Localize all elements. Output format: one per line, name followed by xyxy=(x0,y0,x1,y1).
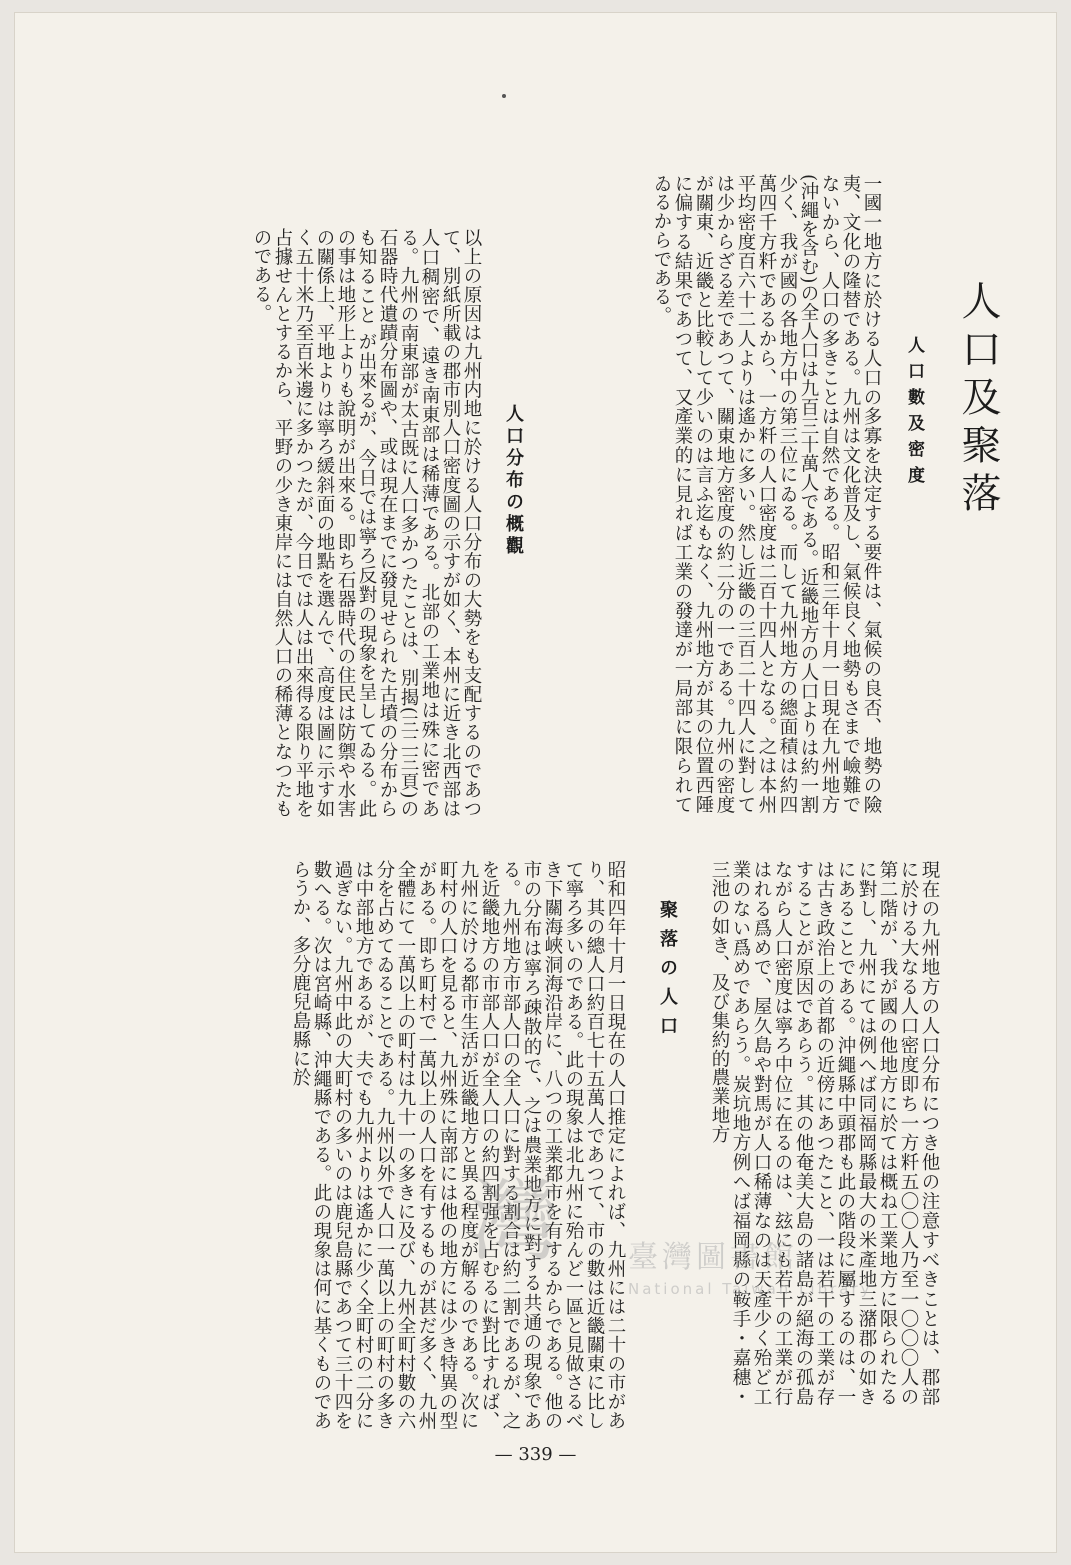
paragraph: 現在の九州地方の人口分布につき他の注意すべきことは、郡部に於ける大なる人口密度即ち一方粁五〇〇人乃至一〇〇〇人の第二階が、我が國の他地方に於ては概ね工業地方に限られたるに對し、九州にては例へば同福岡縣最大の米產地三潴郡の如きにあることである。沖繩縣中頭郡も此の階段に屬するのは、一は古き政治上の首都の近傍にあつたこと、一は若干の工業が存することが原因であらう。其の他奄美大島の諸島が絕海の孤島ながら人口密度は寧ろ中位に在るのは、玆にも若干の工業が行はれる爲めで、屋久島や對馬が人口稀薄なのは天產少く殆ど工業のない爲めであらう。炭坑地方例へば福岡縣の鞍手・嘉穗・三池の如き、及び集約的農業地方 xyxy=(709,860,940,1406)
section-heading-density: 人口數及密度 xyxy=(904,336,924,492)
page-number: — 339 — xyxy=(494,1444,577,1465)
library-watermark xyxy=(628,1232,873,1298)
paragraph: 昭和四年十月一日現在の人口推定によれば、九州には二十の市があり、其の總人口約百七十五萬人であつて、市の數は近畿關東に比して寧ろ多いのである。此の現象は北九州に殆んど一區と見做さるべき下關海峽洞海沿岸に、八つの工業都市を有するからである。他の市の分布は寧ろ疎散的で、之は農業地方に對する共通の現象である。九州地方市部人口の全人口に對する割合は約二割であるが、之を近畿地方の市部人口が全人口の約四割强を占むるに對比すれば、九州に於ける都市生活が近畿地方と異る程度が解るのである。次に町村の人口を見ると、九州殊に南部には他の地方には少き特異の型がある。即ち町村で一萬以上の人口を有するものが甚だ多く、九州全體にて一萬以上の町村は九十一の多きに及び、九州全町村數の六分を占めてゐることである。九州以外で人口一萬以上の町村の多きは中部地方であるが、夫でも九州よりは遙かに少く全町村の二分に過ぎない。九州中此の大町村の多いのは鹿兒島縣であつて三十四を數へる。次は宮崎縣、沖繩縣である。此の現象は何に基くものであらうか、多分鹿兒島縣に於 xyxy=(290,860,626,1430)
section-heading-overview: 人口分布の概觀 xyxy=(503,404,524,558)
page-sheet xyxy=(14,12,1057,1553)
watermark-main: 臺灣圖書館 xyxy=(628,1240,798,1275)
page-title: 人口及聚落 xyxy=(955,280,1001,520)
section-heading-towns: 聚落の人口 xyxy=(657,900,678,1045)
body-text-towns xyxy=(172,860,626,1430)
watermark-glyph: 灣 xyxy=(470,1170,559,1273)
body-text-density xyxy=(612,174,882,814)
body-text-distribution xyxy=(706,860,940,1406)
paragraph: 一國一地方に於ける人口の多寡を決定する要件は、氣候の良否、地勢の險夷、文化の隆替である。九州は文化普及し、氣候良く地勢もさまで嶮難でないから、人口の多きことは自然である。昭和三年十月一日現在九州地方(沖繩を含む)の全人口は九百三十萬人である。近畿地方の人口よりは約一割少く、我が國の各地方中の第三位にゐる。而して九州地方の總面積は約四萬四千方粁であるから、一方粁の人口密度は二百十四人となる。之は本州平均密度百六十二人よりは遙かに多い。然し近畿の三百二十四人に對しては少からざる差であつて、關東地方密度の約二分の一である。九州の密度が關東、近畿と比較して少いのは言ふ迄もなく、九州地方が其の位置西陲に偏する結果であつて、又產業的に見れば工業の發達が一局部に限られてゐるからである。 xyxy=(651,174,882,814)
print-mark xyxy=(502,94,506,98)
body-text-overview xyxy=(172,228,482,818)
paragraph: 以上の原因は九州内地に於ける人口分布の大勢をも支配するのであつて、別紙所載の郡市別人口密度圖の示すが如く、本州に近き北西部は人口稠密で、遠き南東部は稀薄である。北部の工業地は殊に密である。九州の南東部が太古既に人口多かつたことは、別揭(三二三頁)の石器時代遺蹟分布圖や、或は現在までに發見せられた古墳の分布からも知ること が出來るが、今日では寧ろ反對の現象を呈してゐる。此の事は地形上よりも說明が出來る。即ち石器時代の住民は防禦や水害の關係上、平地よりは寧ろ緩斜面の地點を選んで、高度は圖に示す如く五十米乃至百米邊に多かつたが、今日では人は出來得る限り平地を占據せんとするから、平野の少き東岸には自然人口の稀薄となつたものである。 xyxy=(251,228,482,818)
watermark-sub: National Taiwan Library xyxy=(628,1280,873,1298)
